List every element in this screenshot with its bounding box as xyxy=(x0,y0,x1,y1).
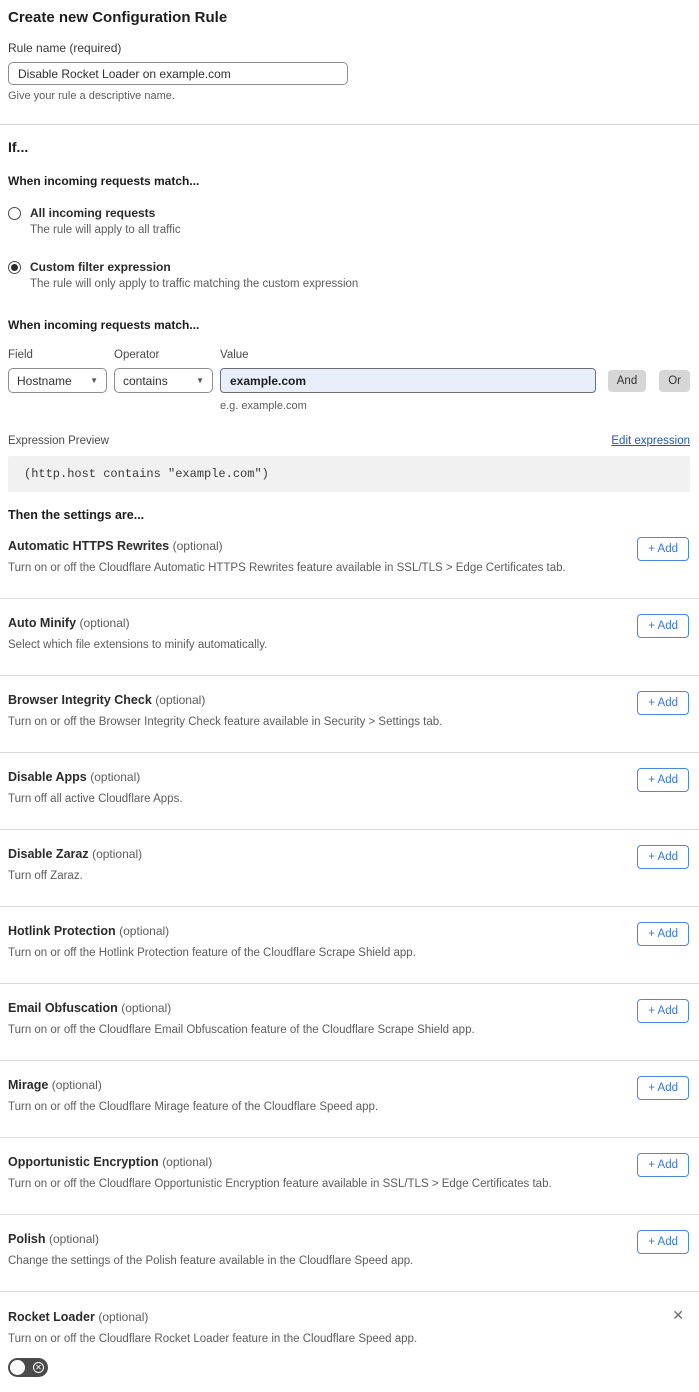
radio-description: The rule will only apply to traffic matching the custom expression xyxy=(30,278,359,290)
setting-name: Mirage xyxy=(8,1078,49,1092)
rule-name-help: Give your rule a descriptive name. xyxy=(8,90,175,102)
setting-optional-label: (optional) xyxy=(119,924,170,938)
setting-description: Turn on or off the Cloudflare Rocket Loader feature in the Cloudflare Speed app. xyxy=(8,1333,418,1345)
add-setting-button[interactable]: + Add xyxy=(637,922,689,946)
setting-name: Browser Integrity Check xyxy=(8,693,152,707)
value-label: Value xyxy=(220,349,249,361)
add-setting-button[interactable]: + Add xyxy=(637,614,689,638)
setting-optional-label: (optional) xyxy=(51,1078,102,1092)
radio-description: The rule will apply to all traffic xyxy=(30,224,181,236)
radio-label: Custom filter expression xyxy=(30,260,171,274)
setting-optional-label: (optional) xyxy=(79,616,130,630)
setting-name: Email Obfuscation xyxy=(8,1001,118,1015)
expression-builder xyxy=(8,318,690,412)
setting-optional-label: (optional) xyxy=(121,1001,172,1015)
setting-name: Rocket Loader xyxy=(8,1310,95,1324)
setting-optional-label: (optional) xyxy=(98,1310,149,1324)
value-input[interactable] xyxy=(220,368,596,393)
field-select-value: Hostname xyxy=(17,373,72,388)
add-setting-button[interactable]: + Add xyxy=(637,999,689,1023)
section-divider xyxy=(0,124,699,125)
setting-optional-label: (optional) xyxy=(92,847,143,861)
setting-row xyxy=(0,1061,699,1138)
add-setting-button[interactable]: + Add xyxy=(637,537,689,561)
expression-preview-label: Expression Preview xyxy=(8,435,109,447)
operator-select[interactable] xyxy=(114,368,213,393)
radio-option-custom-expression[interactable] xyxy=(8,260,690,290)
value-help: e.g. example.com xyxy=(220,400,307,412)
close-icon[interactable]: ✕ xyxy=(672,1307,684,1323)
add-setting-button[interactable]: + Add xyxy=(637,691,689,715)
setting-description: Turn off Zaraz. xyxy=(8,870,83,882)
rule-name-input[interactable] xyxy=(8,62,348,85)
rocket-loader-toggle[interactable] xyxy=(8,1358,48,1377)
add-setting-button[interactable]: + Add xyxy=(637,845,689,869)
setting-name: Automatic HTTPS Rewrites xyxy=(8,539,170,553)
expression-preview-code: (http.host contains "example.com") xyxy=(8,456,690,492)
setting-description: Turn on or off the Hotlink Protection feature of the Cloudflare Scrape Shield app. xyxy=(8,947,416,959)
setting-name: Hotlink Protection xyxy=(8,924,116,938)
setting-row xyxy=(0,676,699,753)
chevron-down-icon: ▼ xyxy=(196,376,204,385)
setting-description: Turn off all active Cloudflare Apps. xyxy=(8,793,183,805)
radio-button-icon[interactable] xyxy=(8,261,21,274)
operator-select-value: contains xyxy=(123,373,168,388)
if-heading: If... xyxy=(8,139,29,155)
setting-row xyxy=(0,1138,699,1215)
setting-optional-label: (optional) xyxy=(49,1232,100,1246)
setting-description: Select which file extensions to minify automatically. xyxy=(8,639,268,651)
toggle-off-icon: ✕ xyxy=(33,1362,44,1373)
builder-heading: When incoming requests match... xyxy=(8,318,200,332)
setting-name: Opportunistic Encryption xyxy=(8,1155,159,1169)
field-select[interactable] xyxy=(8,368,107,393)
setting-row xyxy=(0,984,699,1061)
operator-label: Operator xyxy=(114,349,160,361)
settings-list xyxy=(8,522,690,1292)
add-setting-button[interactable]: + Add xyxy=(637,1153,689,1177)
match-type-radio-group xyxy=(8,206,690,290)
rule-name-label: Rule name (required) xyxy=(8,41,122,55)
setting-description: Turn on or off the Browser Integrity Check feature available in Security > Settings tab. xyxy=(8,716,443,728)
setting-optional-label: (optional) xyxy=(172,539,223,553)
radio-label: All incoming requests xyxy=(30,206,156,220)
add-setting-button[interactable]: + Add xyxy=(637,768,689,792)
setting-description: Turn on or off the Cloudflare Email Obfuscation feature of the Cloudflare Scrape Shield app. xyxy=(8,1024,475,1036)
add-setting-button[interactable]: + Add xyxy=(637,1230,689,1254)
setting-description: Turn on or off the Cloudflare Automatic HTTPS Rewrites feature available in SSL/TLS > Edge Certificates tab. xyxy=(8,562,566,574)
page-title: Create new Configuration Rule xyxy=(8,9,228,26)
match-type-heading: When incoming requests match... xyxy=(8,174,200,188)
setting-name: Disable Zaraz xyxy=(8,847,89,861)
toggle-knob-icon xyxy=(10,1360,25,1375)
field-label: Field xyxy=(8,349,33,361)
then-settings-heading: Then the settings are... xyxy=(8,508,145,522)
setting-optional-label: (optional) xyxy=(162,1155,213,1169)
setting-row xyxy=(0,522,699,599)
add-setting-button[interactable]: + Add xyxy=(637,1076,689,1100)
setting-row xyxy=(0,907,699,984)
radio-option-all-requests[interactable] xyxy=(8,206,690,236)
and-button[interactable]: And xyxy=(608,370,646,392)
setting-description: Change the settings of the Polish feature available in the Cloudflare Speed app. xyxy=(8,1255,414,1267)
setting-optional-label: (optional) xyxy=(90,770,141,784)
radio-button-icon[interactable] xyxy=(8,207,21,220)
setting-row xyxy=(0,830,699,907)
setting-row xyxy=(0,1215,699,1292)
setting-name: Auto Minify xyxy=(8,616,77,630)
setting-description: Turn on or off the Cloudflare Mirage feature of the Cloudflare Speed app. xyxy=(8,1101,379,1113)
setting-optional-label: (optional) xyxy=(155,693,206,707)
edit-expression-link[interactable]: Edit expression xyxy=(611,435,690,447)
setting-row-rocket-loader xyxy=(0,1292,699,1392)
setting-row xyxy=(0,599,699,676)
or-button[interactable]: Or xyxy=(659,370,690,392)
chevron-down-icon: ▼ xyxy=(90,376,98,385)
setting-row xyxy=(0,753,699,830)
setting-name: Disable Apps xyxy=(8,770,87,784)
setting-name: Polish xyxy=(8,1232,46,1246)
setting-description: Turn on or off the Cloudflare Opportunistic Encryption feature available in SSL/TLS > Edge Certificates tab. xyxy=(8,1178,552,1190)
